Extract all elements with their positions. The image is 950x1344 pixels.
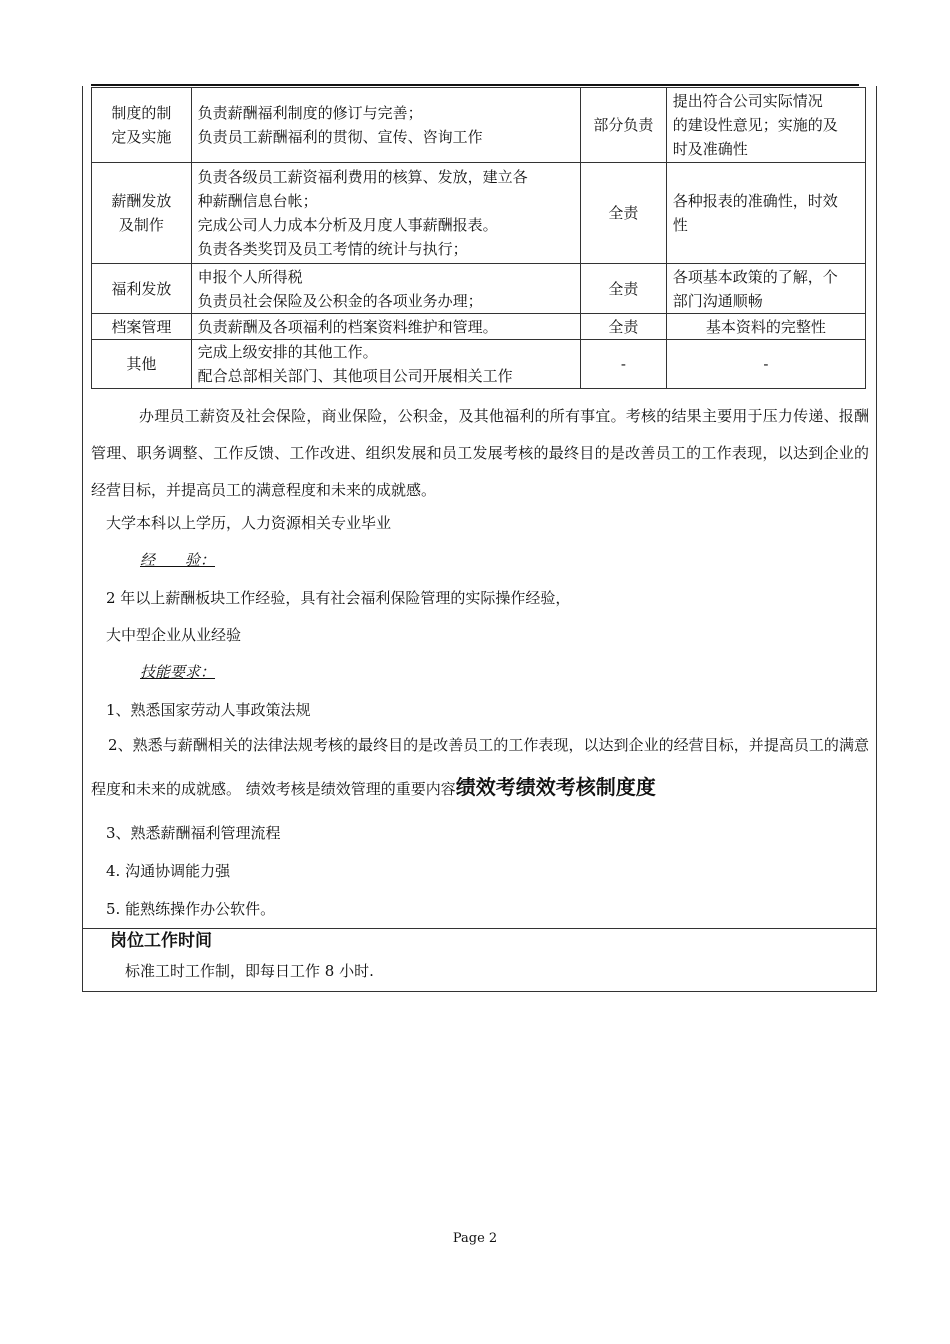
duty-resp-cell: 全责 bbox=[581, 163, 667, 264]
skill-item-1: 1、熟悉国家劳动人事政策法规 bbox=[106, 701, 311, 719]
skills-heading: 技能要求： bbox=[140, 663, 216, 681]
skill-item-5: 5. 能熟练操作办公软件。 bbox=[106, 900, 276, 918]
duty-name-cell: 档案管理 bbox=[92, 314, 192, 340]
duty-resp-cell: - bbox=[581, 340, 667, 389]
experience-line-1: 2 年以上薪酬板块工作经验，具有社会福利保险管理的实际操作经验， bbox=[106, 589, 571, 607]
table-row bbox=[92, 264, 866, 314]
table-row bbox=[92, 340, 866, 389]
duty-resp-cell: 全责 bbox=[581, 264, 667, 314]
work-time-heading: 岗位工作时间 bbox=[110, 931, 212, 951]
duty-desc-cell: 负责薪酬及各项福利的档案资料维护和管理。 bbox=[191, 314, 581, 340]
intro-paragraph: 办理员工薪资及社会保险，商业保险，公积金，及其他福利的所有事宜。考核的结果主要用于压力传递、报酬管理、职务调整、工作反馈、工作改进、组织发展和员工发展考核的最终目的是改善员工的工作表现，以达到企业的经营目标，并提高员工的满意程度和未来的成就感。 bbox=[91, 407, 869, 499]
duty-desc-cell: 负责薪酬福利制度的修订与完善； 负责员工薪酬福利的贯彻、宣传、咨询工作 bbox=[191, 88, 581, 163]
skill-item-2 bbox=[91, 724, 869, 810]
experience-heading: 经 验： bbox=[140, 551, 216, 569]
table-row bbox=[92, 163, 866, 264]
duty-name-cell: 其他 bbox=[92, 340, 192, 389]
duty-resp-cell: 全责 bbox=[581, 314, 667, 340]
duties-table bbox=[91, 87, 866, 389]
experience-line-2: 大中型企业从业经验 bbox=[106, 626, 242, 644]
table-row bbox=[92, 314, 866, 340]
work-time-text: 标准工时工作制，即每日工作 8 小时. bbox=[125, 962, 374, 980]
skill-2-text: 2、熟悉与薪酬相关的法律法规考核的最终目的是改善员工的工作表现，以达到企业的经营目标，并提高员工的满意程度和未来的成就感。 绩效考核是绩效管理的重要内容 bbox=[91, 736, 869, 798]
duty-resp-cell: 部分负责 bbox=[581, 88, 667, 163]
education-requirement: 大学本科以上学历，人力资源相关专业毕业 bbox=[106, 514, 392, 532]
duty-name-cell: 制度的制 定及实施 bbox=[92, 88, 192, 163]
duty-desc-cell: 完成上级安排的其他工作。 配合总部相关部门、其他项目公司开展相关工作 bbox=[191, 340, 581, 389]
duty-desc-cell: 负责各级员工薪资福利费用的核算、发放，建立各 种薪酬信息台帐； 完成公司人力成本分析及月度人事薪酬报表。 负责各类奖罚及员工考情的统计与执行； bbox=[191, 163, 581, 264]
duty-name-cell: 薪酬发放 及制作 bbox=[92, 163, 192, 264]
duty-desc-cell: 申报个人所得税 负责员社会保险及公积金的各项业务办理； bbox=[191, 264, 581, 314]
duty-name-cell: 福利发放 bbox=[92, 264, 192, 314]
duty-std-cell: 提出符合公司实际情况 的建设性意见；实施的及 时及准确性 bbox=[666, 88, 865, 163]
table-row bbox=[92, 88, 866, 163]
duty-std-cell: 各项基本政策的了解，个 部门沟通顺畅 bbox=[666, 264, 865, 314]
skill-2-bold-text: 绩效考绩效考核制度度 bbox=[455, 775, 656, 799]
skill-item-3: 3、熟悉薪酬福利管理流程 bbox=[106, 824, 281, 842]
duty-std-cell: 各种报表的准确性，时效 性 bbox=[666, 163, 865, 264]
duty-std-cell: - bbox=[666, 340, 865, 389]
page-number: Page 2 bbox=[452, 1231, 498, 1246]
skill-item-4: 4. 沟通协调能力强 bbox=[106, 862, 231, 880]
duty-std-cell: 基本资料的完整性 bbox=[666, 314, 865, 340]
